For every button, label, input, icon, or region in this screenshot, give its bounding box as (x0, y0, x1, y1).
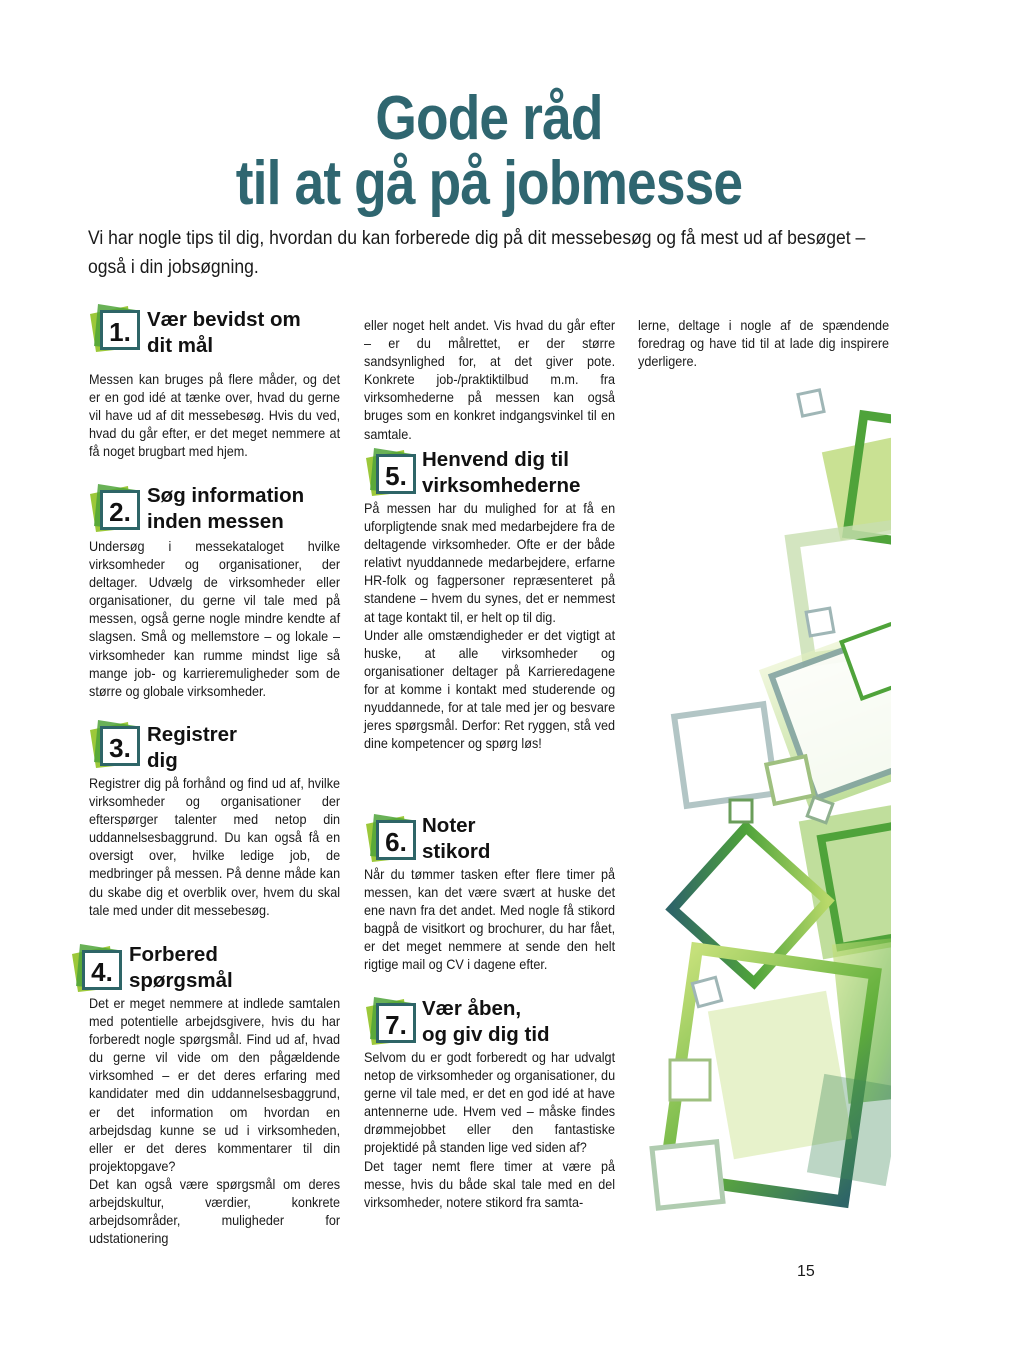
tip-4-heading: Forbered spørgsmål (129, 943, 233, 992)
tip-5-heading: Henvend dig til virksomhederne (422, 448, 581, 497)
tip-7-body: Selvom du er godt forberedt og har udvalgt netop de virksomheder og organisationer, du gerne vil tale med, er det en god idé at have antennerne ude. Hvem ved – måske findes drømmejobbet eller den fantastiske projektidé på standen lige ved siden af? Det tager nemt flere timer at være på messe, hvis du både skal tale med en del virksomheder, notere stikord fra samta- (364, 1050, 616, 1210)
number-badge-4 (70, 940, 126, 996)
badge-number: 4. (91, 957, 113, 987)
tip-2-heading: Søg information inden messen (147, 484, 305, 533)
number-badge-1 (88, 300, 144, 356)
badge-number: 5. (385, 461, 407, 491)
badge-number: 7. (385, 1010, 407, 1040)
badge-number: 6. (385, 827, 407, 857)
decorative-squares-graphic (640, 380, 891, 1220)
tip-3-body: Registrer dig på forhånd og find ud af, hvilke virksomheder og organisationer der efterspørger talenter med netop din uddannelsesbaggrund. Du kan også få en oversigt over, hvilke ledige job, de medbringer på messen. På denne måde kan du skabe dig et overblik over, hvem du skal tale med under dit messebesøg. (89, 776, 341, 918)
intro-text: Vi har nogle tips til dig, hvordan du kan forberede dig på dit messebesøg og få mest ud af besøget – også i din jobsøgning. (88, 227, 866, 278)
column-3-continued-text: lerne, deltage i nogle af de spændende foredrag og have tid til at lade dig inspirere yderligere. (638, 318, 890, 370)
number-badge-2 (88, 480, 144, 536)
tip-3-heading: Registrer dig (147, 723, 238, 772)
tip-5-body: På messen har du mulighed for at få en uforpligtende snak med medarbejdere fra de deltagende virksomheder. Ofte er der både relativt nyuddannede medarbejdere, erfarne HR-folk og fagpersoner repræsenteret på standene – hvem du synes, det er nemmest at tage kontakt til, er helt op til dig. Under alle omstændigheder er det vigtigt at huske, at alle virksomheder og organisationer deltager på Karrieredagene for at komme i kontakt med studerende og nyuddannede, for at tale med jer og besvare jeres spørgsmål. Derfor: Ret ryggen, stå ved dine kompetencer og spørg løs! (364, 501, 616, 752)
tip-1-heading: Vær bevidst om dit mål (147, 308, 301, 357)
number-badge-3 (88, 716, 144, 772)
column-2-continued-text: eller noget helt andet. Vis hvad du går efter – er du målrettet, er der større sandsynlighed for, at det giver pote. Konkrete job-/praktiktilbud m.m. fra virksomhederne på messen kan også bruges som en konkret indgangsvinkel til en samtale. (364, 318, 616, 442)
tip-6-body: Når du tømmer tasken efter flere timer på messen, kan det være svært at huske det ene navn fra det andet. Med nogle få stikord bagpå de visitkort og brochurer, du har fået, er det meget nemmere at sende den helt rigtige mail og CV i dagene efter. (364, 867, 616, 973)
tip-6-heading: Noter stikord (422, 814, 491, 863)
badge-number: 2. (109, 497, 131, 527)
page-number: 15 (797, 1263, 815, 1280)
tip-2-body: Undersøg i messekataloget hvilke virksomheder og organisationer, der deltager. Udvælg de virksomheder eller organisationer, du gerne vil tale med på messen, også gerne nogle mindre kendte af slagsen. Små og mellemstore – og lokale – virksomheder kan rumme mindst lige så mange job- og karrieremuligheder som de større og globale virksomheder. (89, 539, 341, 699)
page-title-line-1: Gode råd (375, 84, 603, 153)
number-badge-5 (364, 444, 420, 500)
badge-number: 3. (109, 733, 131, 763)
tip-1-body: Messen kan bruges på flere måder, og det er en god idé at tænke over, hvad du gerne vil have ud af dit messebesøg. Hvis du ved, hvad du går efter, er det meget nemmere at få noget brugbart med hjem. (89, 372, 341, 460)
tip-7-heading: Vær åben, og giv dig tid (422, 997, 550, 1046)
badge-number: 1. (109, 317, 131, 347)
page-title-line-2: til at gå på jobmesse (235, 149, 743, 218)
tip-4-body: Det er meget nemmere at indlede samtalen med potentielle arbejdsgivere, hvis du har forberedt nogle spørgsmål. Find ud af, hvad du gerne vil vide om den pågældende virksomhed – er det deres erfaring med kandidater med din uddannelsesbaggrund, er det information om hvordan en arbejdsdag kunne se ud i virksomheden, eller er det deres kommentarer til din projektopgave? Det kan også være spørgsmål om deres arbejdskultur, værdier, konkrete arbejdsområder, muligheder for udstationering (89, 996, 341, 1247)
number-badge-7 (364, 993, 420, 1049)
number-badge-6 (364, 810, 420, 866)
